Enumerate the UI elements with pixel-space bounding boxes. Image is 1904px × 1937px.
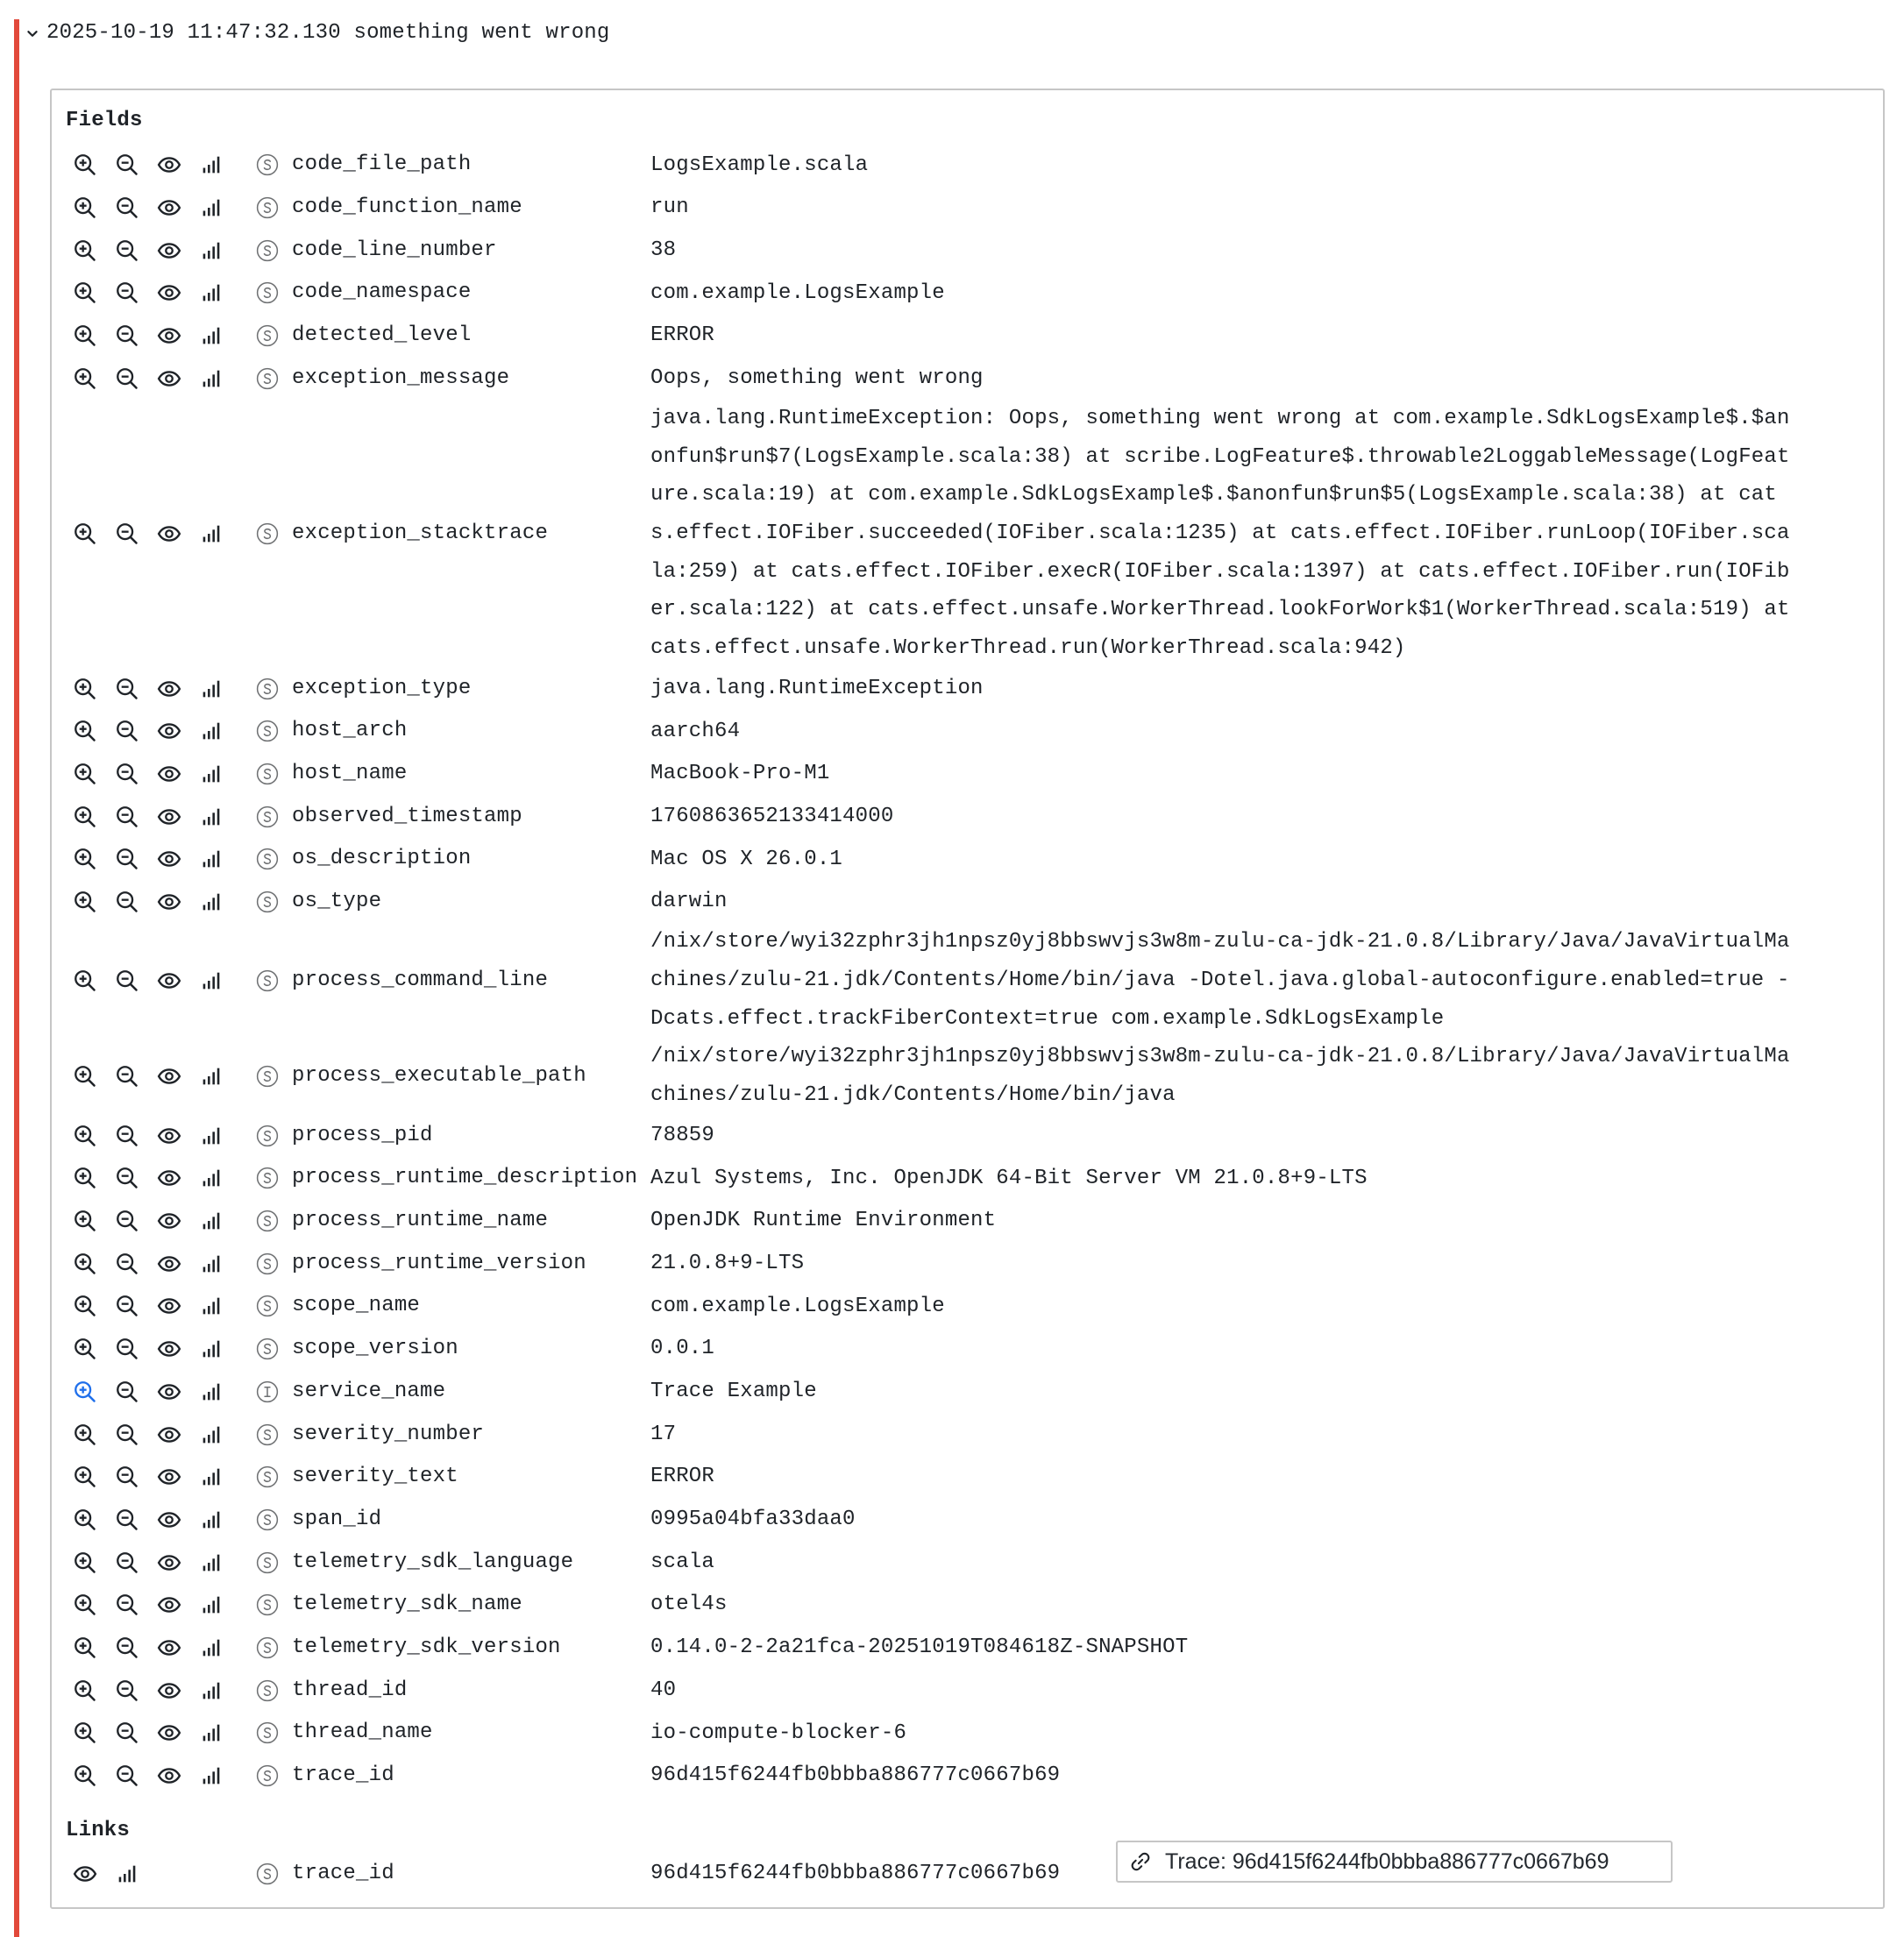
field-row: [52, 1371, 1883, 1414]
stats-bars-icon[interactable]: [199, 719, 224, 743]
string-type-icon: [256, 281, 279, 304]
field-row: [52, 1712, 1883, 1755]
stats-bars-icon[interactable]: [199, 1635, 224, 1660]
field-value: /nix/store/wyi32zphr3jh1npsz0yj8bbswvjs3w8m-zulu-ca-jdk-21.0.8/Library/Java/JavaVirtualMachines/zulu-21.jdk/Contents/Home/bin/java -Dotel.java.global-autoconfigure.enabled=true -Dcats.effect.trackFiberContext=true com.example.SdkLogsExample: [650, 930, 1790, 1031]
field-row: [52, 1114, 1883, 1157]
zoom-in-icon[interactable]: [73, 1124, 97, 1148]
field-name: process_runtime_version: [292, 1251, 586, 1275]
field-value: Mac OS X 26.0.1: [650, 847, 843, 871]
stats-bars-icon[interactable]: [199, 968, 224, 993]
zoom-out-icon[interactable]: [115, 1209, 139, 1233]
link-field-value: 96d415f6244fb0bbba886777c0667b69: [650, 1862, 1061, 1886]
field-name: trace_id: [292, 1763, 394, 1788]
string-type-icon: [256, 367, 279, 390]
zoom-out-icon[interactable]: [115, 1124, 139, 1148]
field-value: 21.0.8+9-LTS: [650, 1251, 805, 1275]
field-name: exception_message: [292, 365, 510, 390]
stats-bars-icon[interactable]: [199, 677, 224, 701]
stats-bars-icon[interactable]: [199, 1423, 224, 1447]
zoom-out-icon[interactable]: [115, 366, 139, 391]
eye-icon[interactable]: [157, 1124, 181, 1148]
eye-icon[interactable]: [73, 1862, 97, 1886]
zoom-in-icon[interactable]: [73, 366, 97, 391]
field-value: java.lang.RuntimeException: Oops, something went wrong at com.example.SdkLogsExample$.$anonfun$run$7(LogsExample.scala:38) at scribe.LogFeature$.throwable2LoggableMessage(LogFeature.scala:19) at com.example.SdkLogsExample$.$anonfun$run$5(LogsExample.scala:38) at cats.effect.IOFiber.succeeded(IOFiber.scala:1235) at cats.effect.IOFiber.runLoop(IOFiber.scala:259) at cats.effect.IOFiber.execR(IOFiber.scala:1397) at cats.effect.IOFiber.run(IOFiber.scala:122) at cats.effect.unsafe.WorkerThread.lookForWork$1(WorkerThread.scala:519) at cats.effect.unsafe.WorkerThread.run(WorkerThread.scala:942): [650, 407, 1790, 660]
eye-icon[interactable]: [157, 1508, 181, 1532]
zoom-out-icon[interactable]: [115, 890, 139, 914]
stats-bars-icon[interactable]: [199, 890, 224, 914]
zoom-out-icon[interactable]: [115, 238, 139, 263]
field-value: ERROR: [650, 323, 715, 348]
field-name: observed_timestamp: [292, 804, 522, 828]
string-type-icon: [256, 196, 279, 219]
field-row: [52, 1584, 1883, 1627]
field-value: run: [650, 195, 689, 220]
stats-bars-icon[interactable]: [115, 1862, 139, 1886]
field-row: [52, 881, 1883, 924]
field-name: service_name: [292, 1379, 446, 1403]
string-type-icon: [256, 848, 279, 870]
zoom-out-icon[interactable]: [115, 522, 139, 546]
eye-icon[interactable]: [157, 1593, 181, 1617]
link-field-name: trace_id: [292, 1862, 394, 1886]
zoom-out-icon[interactable]: [115, 323, 139, 348]
field-name: code_function_name: [292, 195, 522, 220]
string-type-icon: [256, 1862, 279, 1885]
field-row: [52, 1541, 1883, 1584]
zoom-out-icon[interactable]: [115, 1550, 139, 1575]
field-value: 0.14.0-2-2a21fca-20251019T084618Z-SNAPSHOT: [650, 1635, 1189, 1660]
field-value: aarch64: [650, 719, 741, 743]
eye-icon[interactable]: [157, 1380, 181, 1404]
eye-icon[interactable]: [157, 1252, 181, 1276]
field-name: telemetry_sdk_language: [292, 1550, 574, 1574]
field-name: thread_name: [292, 1721, 433, 1745]
stats-bars-icon[interactable]: [199, 1550, 224, 1575]
zoom-in-icon[interactable]: [73, 1064, 97, 1089]
stats-bars-icon[interactable]: [199, 847, 224, 871]
string-type-icon: [256, 324, 279, 347]
zoom-in-icon[interactable]: [73, 1465, 97, 1489]
eye-icon[interactable]: [157, 1678, 181, 1703]
fields-list: [52, 144, 1883, 1797]
string-type-icon: [256, 805, 279, 828]
zoom-in-icon[interactable]: [73, 280, 97, 305]
string-type-icon: [256, 1337, 279, 1360]
stats-bars-icon[interactable]: [199, 805, 224, 829]
field-value: OpenJDK Runtime Environment: [650, 1209, 997, 1233]
field-value: 96d415f6244fb0bbba886777c0667b69: [650, 1763, 1061, 1788]
zoom-in-icon[interactable]: [73, 847, 97, 871]
field-name: telemetry_sdk_version: [292, 1635, 561, 1659]
eye-icon[interactable]: [157, 1465, 181, 1489]
zoom-in-icon[interactable]: [73, 238, 97, 263]
log-message: something went wrong: [353, 21, 610, 45]
zoom-in-icon[interactable]: [73, 1252, 97, 1276]
field-value: ERROR: [650, 1465, 715, 1489]
field-value: 0995a04bfa33daa0: [650, 1508, 856, 1532]
zoom-out-icon[interactable]: [115, 719, 139, 743]
zoom-out-icon[interactable]: [115, 968, 139, 993]
zoom-in-icon[interactable]: [73, 719, 97, 743]
field-name: code_line_number: [292, 238, 497, 262]
field-value: Trace Example: [650, 1380, 817, 1404]
zoom-in-icon[interactable]: [73, 1337, 97, 1361]
field-value: otel4s: [650, 1593, 728, 1617]
string-type-icon: [256, 969, 279, 992]
string-type-icon: [256, 890, 279, 913]
field-row: [52, 1242, 1883, 1285]
stats-bars-icon[interactable]: [199, 323, 224, 348]
field-row: [52, 667, 1883, 710]
zoom-out-icon[interactable]: [115, 1380, 139, 1404]
stats-bars-icon[interactable]: [199, 1252, 224, 1276]
zoom-out-icon[interactable]: [115, 1064, 139, 1089]
zoom-in-icon[interactable]: [73, 805, 97, 829]
zoom-in-icon[interactable]: [73, 1678, 97, 1703]
string-type-icon: [256, 1679, 279, 1702]
field-name: host_arch: [292, 719, 408, 743]
stats-bars-icon[interactable]: [199, 1721, 224, 1745]
zoom-out-icon[interactable]: [115, 1294, 139, 1318]
stats-bars-icon[interactable]: [199, 195, 224, 220]
string-type-icon: [256, 1465, 279, 1488]
zoom-out-icon[interactable]: [115, 1635, 139, 1660]
field-row: [52, 1157, 1883, 1200]
zoom-out-icon[interactable]: [115, 1252, 139, 1276]
eye-icon[interactable]: [157, 1337, 181, 1361]
chevron-down-icon[interactable]: [23, 24, 42, 43]
string-type-icon: [256, 678, 279, 700]
header-spacer: [341, 18, 354, 49]
zoom-in-icon[interactable]: [73, 890, 97, 914]
zoom-in-icon[interactable]: [73, 195, 97, 220]
field-value: 0.0.1: [650, 1337, 715, 1361]
string-type-icon: [256, 1167, 279, 1189]
eye-icon[interactable]: [157, 153, 181, 177]
zoom-out-icon[interactable]: [115, 1763, 139, 1788]
stats-bars-icon[interactable]: [199, 1294, 224, 1318]
field-row: [52, 710, 1883, 753]
eye-icon[interactable]: [157, 280, 181, 305]
field-value: 17: [650, 1422, 677, 1446]
eye-icon[interactable]: [157, 677, 181, 701]
field-name: scope_version: [292, 1337, 458, 1361]
field-name: code_file_path: [292, 153, 472, 177]
field-name: os_type: [292, 890, 382, 914]
fields-heading: Fields: [66, 109, 143, 132]
field-row: [52, 357, 1883, 400]
zoom-out-icon[interactable]: [115, 1423, 139, 1447]
eye-icon[interactable]: [157, 1763, 181, 1788]
eye-icon[interactable]: [157, 805, 181, 829]
string-type-icon: [256, 1295, 279, 1317]
field-row: [52, 1499, 1883, 1542]
stats-bars-icon[interactable]: [199, 1064, 224, 1089]
eye-icon[interactable]: [157, 1423, 181, 1447]
field-value: com.example.LogsExample: [650, 280, 945, 305]
log-level-bar: [14, 19, 19, 1937]
zoom-in-icon[interactable]: [73, 1380, 97, 1404]
zoom-in-icon[interactable]: [73, 1763, 97, 1788]
stats-bars-icon[interactable]: [199, 366, 224, 391]
zoom-in-icon[interactable]: [73, 968, 97, 993]
stats-bars-icon[interactable]: [199, 1337, 224, 1361]
zoom-in-icon[interactable]: [73, 1209, 97, 1233]
zoom-in-icon[interactable]: [73, 762, 97, 786]
field-value: darwin: [650, 890, 728, 914]
field-value: 78859: [650, 1123, 715, 1147]
string-type-icon: [256, 1721, 279, 1744]
eye-icon[interactable]: [157, 847, 181, 871]
stats-bars-icon[interactable]: [199, 1508, 224, 1532]
string-type-icon: [256, 1636, 279, 1659]
zoom-out-icon[interactable]: [115, 1678, 139, 1703]
stats-bars-icon[interactable]: [199, 1465, 224, 1489]
field-name: thread_id: [292, 1678, 408, 1702]
string-type-icon: [256, 1252, 279, 1275]
field-row: [52, 795, 1883, 838]
string-type-icon: [256, 763, 279, 785]
zoom-in-icon[interactable]: [73, 677, 97, 701]
field-row: [52, 1328, 1883, 1371]
stats-bars-icon[interactable]: [199, 522, 224, 546]
field-name: process_runtime_name: [292, 1209, 549, 1233]
eye-icon[interactable]: [157, 1209, 181, 1233]
stats-bars-icon[interactable]: [199, 238, 224, 263]
field-row: [52, 315, 1883, 358]
zoom-out-icon[interactable]: [115, 1465, 139, 1489]
stats-bars-icon[interactable]: [199, 1166, 224, 1190]
field-row: [52, 187, 1883, 230]
field-value: scala: [650, 1550, 715, 1574]
field-value: 40: [650, 1678, 677, 1702]
string-type-icon: [256, 1508, 279, 1531]
string-type-icon: [256, 1423, 279, 1446]
field-row: [52, 838, 1883, 881]
field-row: [52, 1456, 1883, 1499]
zoom-out-icon[interactable]: [115, 1337, 139, 1361]
field-value: Oops, something went wrong: [650, 365, 984, 390]
zoom-out-icon[interactable]: [115, 1593, 139, 1617]
field-name: process_command_line: [292, 968, 549, 992]
trace-link-label: Trace: 96d415f6244fb0bbba886777c0667b69: [1165, 1848, 1609, 1874]
string-type-icon: [256, 153, 279, 176]
eye-icon[interactable]: [157, 1294, 181, 1318]
zoom-out-icon[interactable]: [115, 1721, 139, 1745]
field-name: severity_text: [292, 1465, 458, 1489]
trace-link-button[interactable]: [1116, 1841, 1673, 1883]
field-name: process_pid: [292, 1123, 433, 1147]
field-row: [52, 1755, 1883, 1798]
stats-bars-icon[interactable]: [199, 1380, 224, 1404]
eye-icon[interactable]: [157, 366, 181, 391]
stats-bars-icon[interactable]: [199, 1209, 224, 1233]
eye-icon[interactable]: [157, 762, 181, 786]
zoom-out-icon[interactable]: [115, 762, 139, 786]
eye-icon[interactable]: [157, 1550, 181, 1575]
field-name: process_runtime_description: [292, 1166, 638, 1190]
string-type-icon: [256, 522, 279, 545]
string-type-icon: [256, 1065, 279, 1088]
field-row: [52, 144, 1883, 187]
field-row: [52, 1627, 1883, 1670]
field-row: [52, 1200, 1883, 1243]
zoom-out-icon[interactable]: [115, 805, 139, 829]
field-row: [52, 1285, 1883, 1328]
indexed-type-icon: [256, 1380, 279, 1403]
string-type-icon: [256, 1551, 279, 1574]
stats-bars-icon[interactable]: [199, 1763, 224, 1788]
field-name: process_executable_path: [292, 1063, 586, 1088]
zoom-in-icon[interactable]: [73, 1508, 97, 1532]
zoom-in-icon[interactable]: [73, 1635, 97, 1660]
link-icon: [1128, 1849, 1153, 1874]
zoom-out-icon[interactable]: [115, 195, 139, 220]
stats-bars-icon[interactable]: [199, 280, 224, 305]
zoom-out-icon[interactable]: [115, 1166, 139, 1190]
zoom-in-icon[interactable]: [73, 153, 97, 177]
stats-bars-icon[interactable]: [199, 153, 224, 177]
field-name: exception_type: [292, 676, 472, 700]
field-value: /nix/store/wyi32zphr3jh1npsz0yj8bbswvjs3w8m-zulu-ca-jdk-21.0.8/Library/Java/JavaVirtualMachines/zulu-21.jdk/Contents/Home/bin/java: [650, 1045, 1790, 1107]
field-value: io-compute-blocker-6: [650, 1721, 907, 1745]
field-row: [52, 1413, 1883, 1456]
field-value: MacBook-Pro-M1: [650, 762, 830, 786]
stats-bars-icon[interactable]: [199, 762, 224, 786]
eye-icon[interactable]: [157, 719, 181, 743]
string-type-icon: [256, 1210, 279, 1232]
field-name: telemetry_sdk_name: [292, 1593, 522, 1617]
zoom-in-icon[interactable]: [73, 323, 97, 348]
zoom-out-icon[interactable]: [115, 280, 139, 305]
field-row: [52, 272, 1883, 315]
log-timestamp: 2025-10-19 11:47:32.130: [46, 21, 341, 45]
eye-icon[interactable]: [157, 238, 181, 263]
zoom-in-icon[interactable]: [73, 1593, 97, 1617]
string-type-icon: [256, 1593, 279, 1616]
string-type-icon: [256, 1764, 279, 1787]
zoom-in-icon[interactable]: [73, 522, 97, 546]
zoom-out-icon[interactable]: [115, 1508, 139, 1532]
zoom-in-icon[interactable]: [73, 1166, 97, 1190]
zoom-out-icon[interactable]: [115, 677, 139, 701]
field-value: 38: [650, 238, 677, 262]
field-name: detected_level: [292, 323, 472, 348]
field-row: [52, 1038, 1883, 1114]
stats-bars-icon[interactable]: [199, 1678, 224, 1703]
zoom-out-icon[interactable]: [115, 847, 139, 871]
field-value: com.example.LogsExample: [650, 1294, 945, 1318]
field-name: code_namespace: [292, 280, 472, 305]
zoom-in-icon[interactable]: [73, 1550, 97, 1575]
zoom-in-icon[interactable]: [73, 1423, 97, 1447]
field-name: host_name: [292, 762, 408, 785]
field-name: span_id: [292, 1507, 382, 1531]
links-heading: Links: [66, 1819, 131, 1842]
field-row: [52, 1669, 1883, 1712]
zoom-in-icon[interactable]: [73, 1294, 97, 1318]
log-details-panel: [50, 89, 1885, 1909]
eye-icon[interactable]: [157, 1166, 181, 1190]
field-name: os_description: [292, 847, 472, 871]
eye-icon[interactable]: [157, 1635, 181, 1660]
field-row: [52, 400, 1883, 667]
field-name: severity_number: [292, 1422, 485, 1446]
stats-bars-icon[interactable]: [199, 1124, 224, 1148]
field-row: [52, 229, 1883, 272]
string-type-icon: [256, 720, 279, 742]
stats-bars-icon[interactable]: [199, 1593, 224, 1617]
field-value: LogsExample.scala: [650, 153, 869, 177]
zoom-out-icon[interactable]: [115, 153, 139, 177]
field-row: [52, 923, 1883, 1038]
eye-icon[interactable]: [157, 323, 181, 348]
field-value: Azul Systems, Inc. OpenJDK 64-Bit Server VM 21.0.8+9-LTS: [650, 1166, 1368, 1190]
eye-icon[interactable]: [157, 1721, 181, 1745]
eye-icon[interactable]: [157, 1064, 181, 1089]
field-name: scope_name: [292, 1294, 421, 1318]
eye-icon[interactable]: [157, 195, 181, 220]
zoom-in-icon[interactable]: [73, 1721, 97, 1745]
field-row: [52, 753, 1883, 796]
field-value: 1760863652133414000: [650, 804, 894, 828]
eye-icon[interactable]: [157, 890, 181, 914]
eye-icon[interactable]: [157, 522, 181, 546]
eye-icon[interactable]: [157, 968, 181, 993]
field-value: java.lang.RuntimeException: [650, 676, 984, 700]
string-type-icon: [256, 1125, 279, 1147]
log-entry-header[interactable]: [23, 18, 610, 49]
field-name: exception_stacktrace: [292, 521, 549, 545]
string-type-icon: [256, 239, 279, 262]
